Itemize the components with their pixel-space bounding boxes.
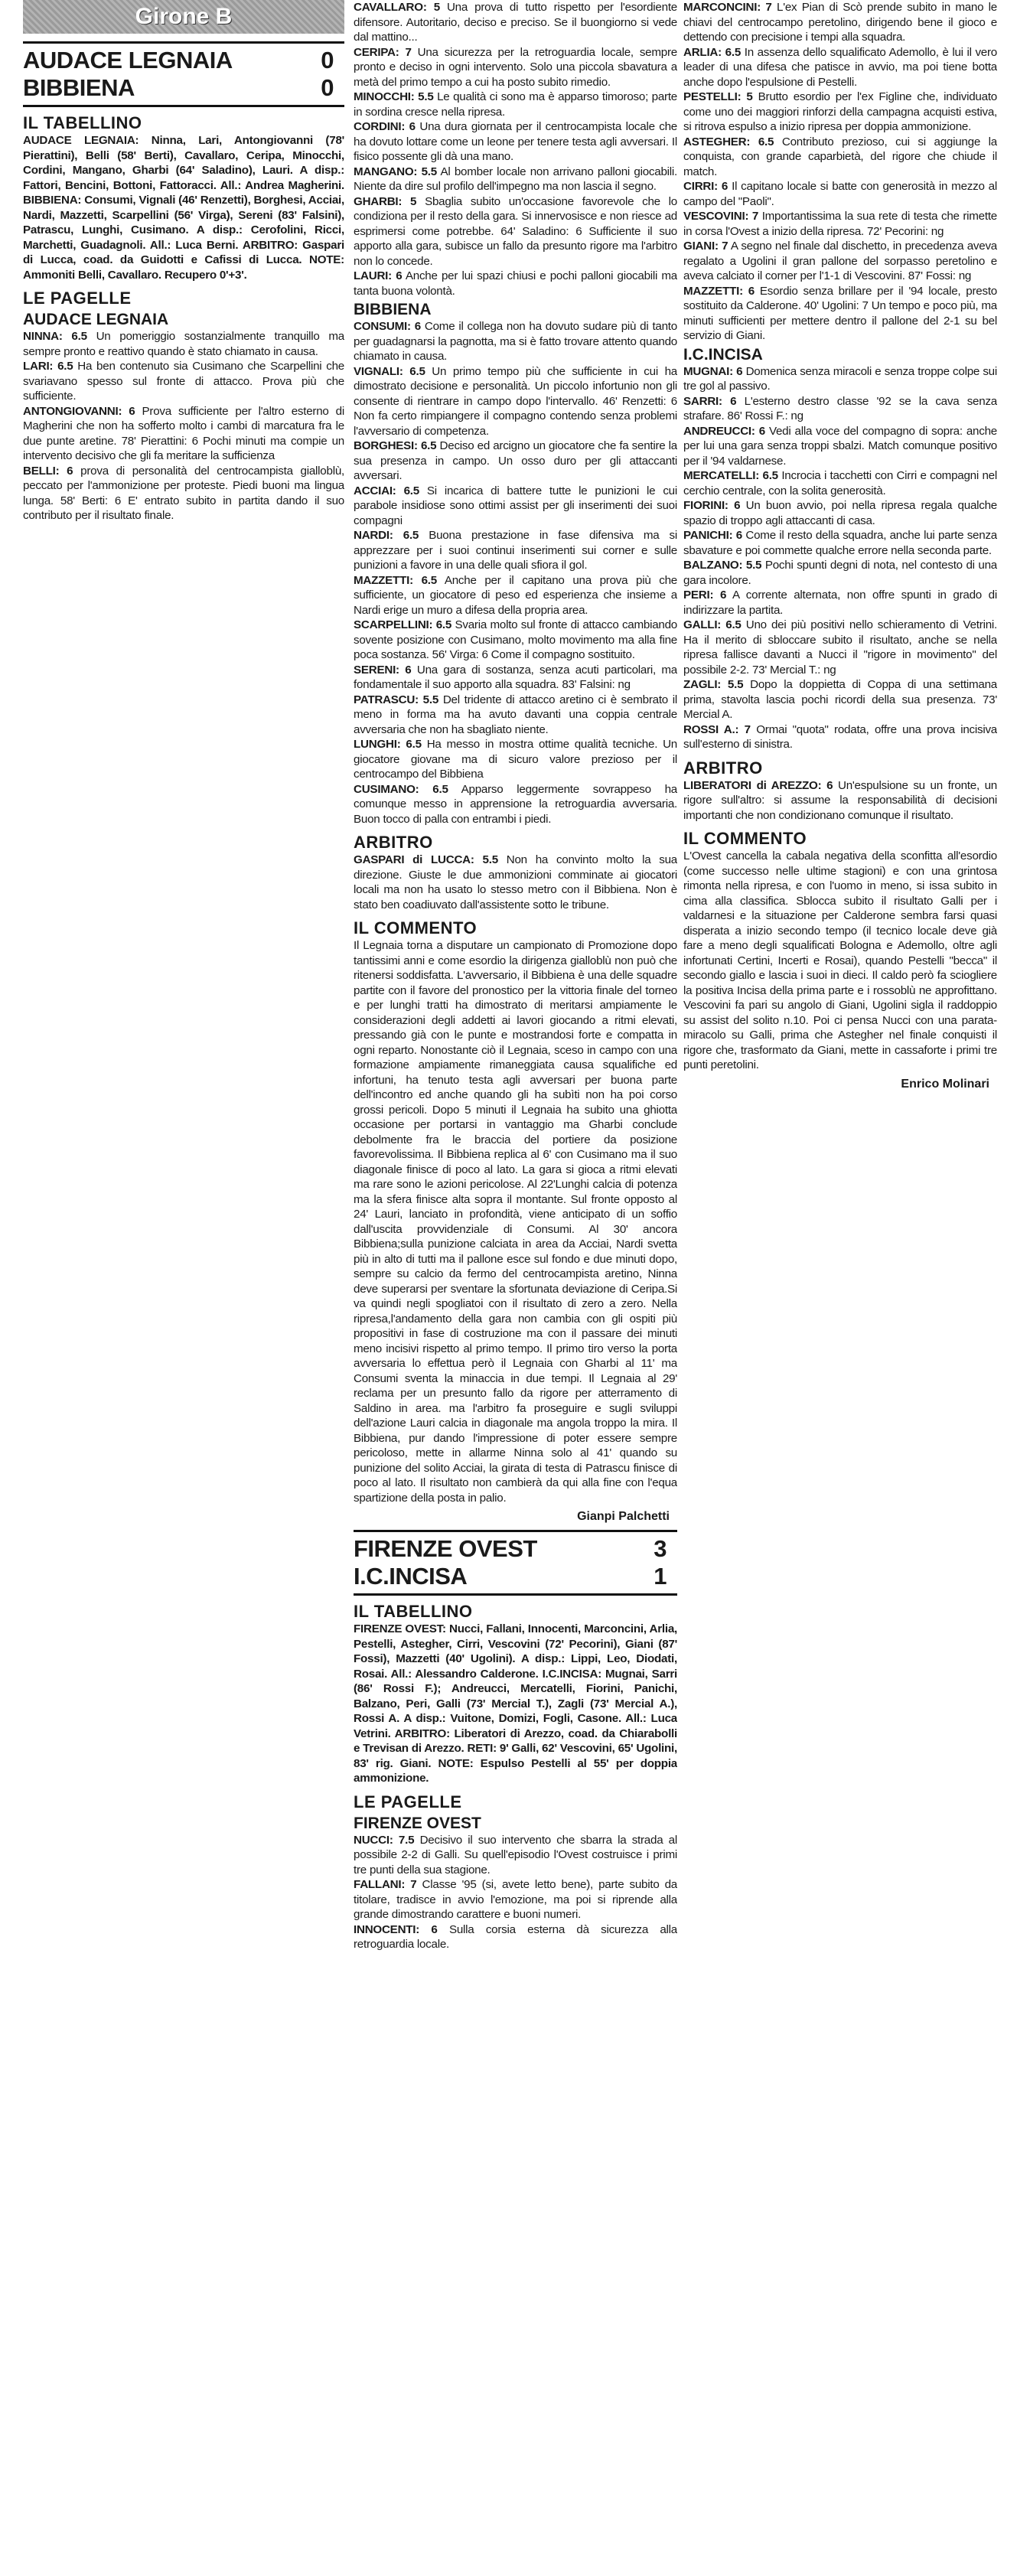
player-rating bbox=[354, 528, 677, 573]
match1-home-pagelle-col1 bbox=[23, 329, 344, 523]
referee-name: GASPARI di LUCCA: 5.5 bbox=[354, 853, 498, 866]
referee-comment: Non ha convinto molto la sua direzione. Giuste le due ammonizioni comminate ai giocatori locali ma non ha usato lo stesso metro con il Bibbiena. Non è stato ben coadiuvato dall'assistente sotto le tribune. bbox=[354, 853, 677, 911]
player-rating bbox=[683, 588, 997, 618]
player-rating bbox=[23, 359, 344, 404]
match2-pagelle-heading: LE PAGELLE bbox=[354, 1792, 462, 1811]
player-comment: Vedi alla voce del compagno di sopra: anche per lui una gara senza troppi sbalzi. Match comunque positivo per il '94 valdarnese. bbox=[683, 424, 997, 468]
player-comment: Ha ben contenuto sia Cusimano che Scarpellini che svariavano spesso sul fronte di attacco. Prova più che sufficiente. bbox=[23, 360, 344, 403]
player-rating bbox=[683, 45, 997, 90]
girone-title: Girone B bbox=[135, 4, 233, 29]
player-comment: Un primo tempo più che sufficiente in cui ha dimostrato decisione e personalità. Un piccolo infortunio non gli consente di rientrare in campo dopo l'intervallo. 46' Renzetti: 6 Non fa certo rimpiangere il compagno contendo senza problemi l'avversario di competenza. bbox=[354, 364, 677, 438]
player-rating bbox=[354, 269, 677, 298]
player-comment: Uno dei più positivi nello schieramento di Vetrini. Ha il merito di sbloccare subito il risultato, anche se nella ripresa fallisce davanti a Nucci il "rigore in movimento" del possibile 2-2. 73' Mercial T.: ng bbox=[683, 618, 997, 677]
player-name: ANTONGIOVANNI: 6 bbox=[23, 404, 135, 418]
player-rating bbox=[354, 364, 677, 439]
player-comment: Del tridente di attacco aretino ci è sembrato il meno in forma ma ha avuto davanti una coppia centrale avversaria che non ha sbagliato niente. bbox=[354, 693, 677, 736]
match2-home-pagelle-col2 bbox=[354, 1833, 677, 1952]
player-comment: A corrente alternata, non offre spunti in grado di indirizzare la partita. bbox=[683, 589, 997, 617]
match1-home-pagelle-team: AUDACE LEGNAIA bbox=[23, 311, 169, 328]
player-name: LAURI: 6 bbox=[354, 269, 403, 282]
match1-home-pagelle-col2 bbox=[354, 0, 677, 298]
player-name: MAZZETTI: 6.5 bbox=[354, 573, 437, 587]
player-name: SARRI: 6 bbox=[683, 394, 737, 408]
player-name: CONSUMI: 6 bbox=[354, 320, 421, 333]
player-name: CORDINI: 6 bbox=[354, 120, 416, 133]
player-name: MINOCCHI: 5.5 bbox=[354, 90, 434, 103]
player-rating bbox=[683, 394, 997, 424]
player-name: GIANI: 7 bbox=[683, 240, 729, 253]
player-comment: A segno nel finale dal dischetto, in precedenza aveva regalato a Ugolini il gran pallone del sorpasso peretolino e aveva calciato il corner per l'1-1 di Vescovini. 87' Fossi: ng bbox=[683, 240, 997, 282]
player-name: FALLANI: 7 bbox=[354, 1878, 417, 1891]
match2-arbitro-heading: ARBITRO bbox=[683, 758, 763, 778]
player-rating bbox=[354, 737, 677, 782]
referee-name: LIBERATORI di AREZZO: 6 bbox=[683, 778, 833, 792]
player-comment: Una gara di sostanza, senza acuti particolari, ma fondamentale il suo apporto alla squadra. 83' Falsini: ng bbox=[354, 663, 677, 691]
player-name: MERCATELLI: 6.5 bbox=[683, 469, 778, 482]
player-rating bbox=[683, 209, 997, 239]
player-rating bbox=[683, 179, 997, 209]
player-rating bbox=[354, 663, 677, 693]
player-name: MAZZETTI: 6 bbox=[683, 284, 755, 298]
player-name: CUSIMANO: 6.5 bbox=[354, 782, 448, 796]
player-rating bbox=[354, 1922, 677, 1952]
player-name: ARLIA: 6.5 bbox=[683, 45, 742, 59]
player-comment: Le qualità ci sono ma è apparso timoroso; parte in sordina cresce nella ripresa. bbox=[354, 90, 677, 119]
player-rating bbox=[23, 464, 344, 523]
match2-home-score: 3 bbox=[654, 1535, 667, 1562]
player-rating bbox=[683, 284, 997, 344]
column-1 bbox=[23, 0, 344, 635]
player-name: ZAGLI: 5.5 bbox=[683, 678, 744, 691]
match2-author: Enrico Molinari bbox=[901, 1077, 989, 1091]
match1-away-score: 0 bbox=[321, 74, 334, 101]
player-comment: L'ex Pian di Scò prende subito in mano le chiavi del centrocampo peretolino, dirigendo bene il gioco e dettendo con precisione i tempi alla squadra. bbox=[683, 1, 997, 44]
player-rating bbox=[354, 319, 677, 364]
player-rating bbox=[683, 135, 997, 180]
player-comment: Ormai "quota" rodata, offre una prova incisiva sull'esterno di sinistra. bbox=[683, 722, 997, 751]
player-name: PATRASCU: 5.5 bbox=[354, 693, 439, 706]
match2-away-pagelle bbox=[683, 364, 997, 752]
player-comment: Svaria molto sul fronte di attacco cambiando sovente posizione con Cusimano, molto movimento ma alla fine poca sostanza. 56' Virga: 6 Come il compagno sostituito. bbox=[354, 618, 677, 661]
player-comment: Si incarica di battere tutte le punizioni le cui parabole insidiose sono ottimi assist per gli inserimenti dei suoi compagni bbox=[354, 484, 677, 527]
match1-arbitro bbox=[354, 853, 677, 912]
player-comment: Un pomeriggio sostanzialmente tranquillo ma sempre pronto e reattivo quando è stato chiamato in causa. bbox=[23, 330, 344, 358]
player-name: FIORINI: 6 bbox=[683, 499, 741, 512]
match2-arbitro bbox=[683, 778, 997, 823]
player-name: NUCCI: 7.5 bbox=[354, 1833, 415, 1847]
player-name: MUGNAI: 6 bbox=[683, 364, 743, 378]
player-comment: Classe '95 (si, avete letto bene), parte subito da titolare, tradisce in avvio l'emozione, ma poi si riprende alla grande dimostrando carattere e buoni numeri. bbox=[354, 1878, 677, 1921]
match2-home-line bbox=[354, 1535, 677, 1563]
match1-home-line bbox=[23, 47, 344, 74]
match2-scoreboard bbox=[354, 1530, 677, 1596]
player-name: PESTELLI: 5 bbox=[683, 90, 753, 103]
match2-home-pagelle-team: FIRENZE OVEST bbox=[354, 1814, 481, 1832]
player-name: MANGANO: 5.5 bbox=[354, 165, 437, 178]
player-rating bbox=[354, 573, 677, 618]
player-rating bbox=[683, 90, 997, 135]
player-rating bbox=[23, 329, 344, 359]
player-name: PANICHI: 6 bbox=[683, 529, 742, 542]
player-name: VIGNALI: 6.5 bbox=[354, 364, 425, 378]
player-name: PERI: 6 bbox=[683, 589, 727, 602]
player-rating bbox=[354, 119, 677, 165]
player-rating bbox=[354, 782, 677, 827]
player-comment: Un buon avvio, poi nella ripresa regala qualche spazio di troppo agli attaccanti di casa. bbox=[683, 499, 997, 527]
match2-tabellino-heading: IL TABELLINO bbox=[354, 1602, 473, 1621]
player-comment: prova di personalità del centrocampista gialloblù, peccato per l'ammonizione per proteste. Piedi buoni ma lingua lunga. 58' Berti: 6 E' entrato subito in partita dando il suo contributo per il risultato finale. bbox=[23, 464, 344, 522]
player-name: CAVALLARO: 5 bbox=[354, 1, 440, 14]
player-rating bbox=[683, 364, 997, 394]
player-name: ANDREUCCI: 6 bbox=[683, 424, 765, 438]
player-comment: Brutto esordio per l'ex Figline che, individuato come uno dei maggiori rinforzi della campagna acquisti estiva, si ritrova espulso a inizio ripresa per doppia ammonizione. bbox=[683, 90, 997, 133]
match1-arbitro-heading: ARBITRO bbox=[354, 833, 433, 852]
referee-comment: Un'espulsione su un fronte, un rigore sull'altro: si assume la responsabilità di decisioni importanti che non condizionano comunque il risultato. bbox=[683, 778, 997, 822]
player-name: ROSSI A.: 7 bbox=[683, 722, 751, 736]
girone-banner bbox=[23, 0, 344, 34]
player-name: GALLI: 6.5 bbox=[683, 618, 742, 631]
match2-away-score: 1 bbox=[654, 1563, 667, 1590]
player-name: INNOCENTI: 6 bbox=[354, 1922, 438, 1936]
player-name: VESCOVINI: 7 bbox=[683, 210, 759, 223]
player-name: SCARPELLINI: 6.5 bbox=[354, 618, 452, 631]
player-rating bbox=[354, 165, 677, 194]
player-rating bbox=[354, 1877, 677, 1922]
match2-home-pagelle-col3 bbox=[683, 0, 997, 344]
player-name: ACCIAI: 6.5 bbox=[354, 484, 419, 497]
match2-away-team: I.C.INCISA bbox=[354, 1563, 468, 1590]
player-comment: Anche per lui spazi chiusi e pochi palloni giocabili ma tanta buona volontà. bbox=[354, 269, 677, 298]
player-comment: Come il resto della squadra, anche lui parte senza sbavature e poi commette qualche errore nella seconda parte. bbox=[683, 529, 997, 557]
match1-away-line bbox=[23, 74, 344, 102]
match1-commento-heading: IL COMMENTO bbox=[354, 918, 478, 937]
player-rating bbox=[354, 1833, 677, 1878]
player-name: LARI: 6.5 bbox=[23, 360, 73, 373]
match1-away-pagelle bbox=[354, 319, 677, 827]
player-comment: Pochi spunti degni di nota, nel contesto di una gara incolore. bbox=[683, 559, 997, 587]
match1-commento-text: Il Legnaia torna a disputare un campionato di Promozione dopo tantissimi anni e come esordio la dirigenza gialloblù non può che ritenersi soddisfatta. L'avversario, il Bibbiena è una delle squadre partite con il favore del pronostico per la vittoria finale del torneo e per lunghi tratti ha dimostrato di meritarsi ampiamente le considerazioni degli addetti ai lavori giocando a ritmi elevati, pressando già con le punte e mostrandosi forte e compatta in ogni reparto. Nonostante ciò il Legnaia, sceso in campo con una formazione ampiamente rimaneggiata causa squalifiche ed infortuni, ha tenuto testa agli avversari per buona parte dell'incontro ed anche quando gli ha subìti non ha poi corso grossi pericoli. Dopo 5 minuti il Legnaia ha subito una ghiotta occasione per portarsi in vantaggio ma Gharbi conclude debolmente fra le braccia del portiere da posizione favorevolissima. Il Bibbiena replica al 6' con Cusimano ma il suo diagonale finisce di poco al lato. La gara si gioca a ritmi elevati ma rare sono le azioni pericolose. Al 22'Lunghi calcia di potenza ma la sfera finisce alta sopra il montante. Sul fronte opposto al 24' Lauri, lanciato in profondità, viene anticipato di un soffio dall'uscita provvidenziale di Consumi. Al 30' ancora Bibbiena;sulla punizione calciata in area da Acciai, Nardi svetta più in alto di tutti ma il pallone esce sul fondo e due minuti dopo, sempre su calcio da fermo del centrocampista aretino, Ninna deve superarsi per sventare la sfortunata deviazione di Ceripa.Si va quindi negli spogliatoi con il risultato di zero a zero. Nella ripresa,l'andamento della gara non cambia con gli ospiti più propositivi in fase di costruzione ma con il passare dei minuti meno incisivi rispetto al primo tempo. Il primo tiro verso la porta avversaria lo effettua però il Legnaia con Gharbi al 11' ma Consumi sventa la minaccia in due tempi. Il Legnaia al 29' reclama per un presunto fallo da rigore per atterramento di Saldino in area. ma l'arbitro fa proseguire e sugli sviluppi dell'azione Lauri calcia in diagonale ma angola troppo la mira. Il Bibbiena, pur dando l'impressione di poter essere sempre pericoloso, mette in allarme Ninna solo al 41' quando su punizione del solito Acciai, la girata di testa di Patrascu finisce di poco al lato. Il risultato non cambierà da qui alla fine con l'equa spartizione della posta in palio. bbox=[354, 939, 677, 1505]
player-comment: Buona prestazione in fase difensiva ma si apprezzare per i suoi continui inserimenti sui corner e sulle punizioni a favore in una delle quali sfiora il gol. bbox=[354, 529, 677, 572]
player-comment: Come il collega non ha dovuto sudare più di tanto per guadagnarsi la pagnotta, ma si è fatto trovare attento quando chiamato in causa. bbox=[354, 320, 677, 363]
player-rating bbox=[354, 0, 677, 45]
player-comment: Incrocia i tacchetti con Cirri e compagni nel cerchio centrale, con la solita generosità. bbox=[683, 469, 997, 497]
player-rating bbox=[354, 618, 677, 663]
player-comment: Deciso ed arcigno un giocatore che fa sentire la sua presenza in campo. Un osso duro per gli attaccanti avversari. bbox=[354, 439, 677, 482]
column-3 bbox=[683, 0, 997, 1737]
match2-home-team: FIRENZE OVEST bbox=[354, 1535, 537, 1562]
player-rating bbox=[354, 194, 677, 269]
player-name: CERIPA: 7 bbox=[354, 45, 412, 59]
player-rating bbox=[683, 677, 997, 722]
player-comment: In assenza dello squalificato Ademollo, è lui il vero leader di una difesa che patisce in avvio, ma poi tiene botta anche dopo l'espulsione di Pestelli. bbox=[683, 45, 997, 89]
player-rating bbox=[683, 558, 997, 588]
player-comment: Dopo la doppietta di Coppa di una settimana prima, stavolta lascia pochi ricordi della sua presenza. 73' Mercial A. bbox=[683, 678, 997, 721]
player-comment: Ha messo in mostra ottime qualità tecniche. Un giocatore giovane ma di sicuro valore prezioso per il centrocampo del Bibbiena bbox=[354, 738, 677, 781]
match1-home-team: AUDACE LEGNAIA bbox=[23, 47, 233, 73]
column-2 bbox=[354, 0, 677, 2576]
player-comment: Anche per il capitano una prova più che sufficiente, un giocatore di peso ed esperienza che insieme a Nardi erige un muro a difesa della propria area. bbox=[354, 573, 677, 617]
player-rating bbox=[354, 90, 677, 119]
player-comment: Sbaglia subito un'occasione favorevole che lo condiziona per il resto della gara. Si innervosisce e non riesce ad esprimersi come potrebbe. 64' Saladino: 6 Sufficiente il suo apporto alla gara, subisce un fallo da presunto rigore ma l'arbitro non lo concede. bbox=[354, 194, 677, 268]
player-comment: Contributo prezioso, cui si aggiunge la conquista, con grande caparbietà, del rigore che chiude il match. bbox=[683, 135, 997, 178]
player-name: ASTEGHER: 6.5 bbox=[683, 135, 774, 148]
player-rating bbox=[683, 528, 997, 558]
player-rating bbox=[354, 439, 677, 484]
player-comment: Prova sufficiente per l'altro esterno di Magherini che non ha sofferto molto i cambi di marcatura fra le due punte aretine. 78' Pierattini: 6 Pochi minuti ma compie un intervento decisivo che gli fa meritare la sufficienza bbox=[23, 404, 344, 462]
player-comment: Decisivo il suo intervento che sbarra la strada al possibile 2-2 di Galli. Su quell'episodio l'Ovest costruisce i primi tre punti della sua stagione. bbox=[354, 1833, 677, 1877]
player-name: NARDI: 6.5 bbox=[354, 529, 419, 542]
match1-scoreboard bbox=[23, 41, 344, 107]
player-name: BALZANO: 5.5 bbox=[683, 559, 762, 572]
match2-tabellino-text: FIRENZE OVEST: Nucci, Fallani, Innocenti, Marconcini, Arlia, Pestelli, Astegher, Cirri, Vescovini (72' Pecorini), Giani (87' Fossi), Mazzetti (40' Ugolini). A disp.: Lippi, Leo, Diodati, Rosai. All.: Alessandro Calderone. I.C.INCISA: Mugnai, Sarri (86' Rossi F.); Andreucci, Mercatelli, Fiorini, Panichi, Balzano, Peri, Galli (73' Mercial T.), Zagli (73' Mercial A.), Rossi A. A disp.: Vuitone, Domizi, Fogli, Casone. All.: Luca Vetrini. ARBITRO: Liberatori di Arezzo, coad. da Chiarabolli e Trevisan di Arezzo. RETI: 9' Galli, 62' Vescovini, 65' Ugolini, 83' rig. Giani. NOTE: Espulso Pestelli al 55' per doppia ammonizione. bbox=[354, 1622, 677, 1785]
match2-away-line bbox=[354, 1563, 677, 1590]
player-name: BELLI: 6 bbox=[23, 464, 73, 478]
match1-author: Gianpi Palchetti bbox=[577, 1510, 670, 1523]
match2-away-pagelle-team: I.C.INCISA bbox=[683, 345, 763, 364]
player-comment: Importantissima la sua rete di testa che rimette in corsa l'Ovest a inizio della ripresa. 72' Pecorini: ng bbox=[683, 210, 997, 238]
player-rating bbox=[683, 468, 997, 498]
player-rating bbox=[683, 498, 997, 528]
player-rating bbox=[683, 618, 997, 677]
player-name: BORGHESI: 6.5 bbox=[354, 439, 437, 452]
match2-commento-text: L'Ovest cancella la cabala negativa della sconfitta all'esordio (come successo nelle ultime stagioni) e con una grintosa rimonta nella ripresa, e con l'uomo in meno, si issa subito in cima alla classifica. Sblocca subito il risultato Galli per i valdarnesi e la situazione per Calderone sembra farsi quasi disperata a inizio secondo tempo (il tecnico locale deve già fare a meno degli squalificati Bologna e Ademollo, oltre agli infortunati Certini, Incerti e Rosai), quando Pestelli "becca" il secondo giallo e lascia i suoi in dieci. Il caldo però fa sciogliere la positiva Incisa della prima parte e i rossoblù ne approfittano. Vescovini fa pari su angolo di Giani, Ugolini sigla il raddoppio su assist del solito n.10. Poi ci pensa Nucci con una parata-miracolo su Galli, prima che Astegher nel finale conquisti il rigore che, trasformato da Giani, mette in cassaforte i primi tre punti peretolini. bbox=[683, 849, 997, 1071]
player-rating bbox=[683, 424, 997, 469]
player-comment: Il capitano locale si batte con generosità in mezzo al campo del "Paoli". bbox=[683, 180, 997, 208]
player-name: CIRRI: 6 bbox=[683, 180, 729, 193]
player-rating bbox=[683, 722, 997, 752]
player-comment: Sulla corsia esterna dà sicurezza alla retroguardia locale. bbox=[354, 1922, 677, 1951]
player-comment: Domenica senza miracoli e senza troppe colpe sui tre gol al passivo. bbox=[683, 364, 997, 393]
player-comment: Una dura giornata per il centrocampista locale che ha dovuto lottare come un leone per tenere testa agli avversari. Il fisico possente gli dà una mano. bbox=[354, 120, 677, 163]
match1-home-score: 0 bbox=[321, 47, 334, 73]
player-rating bbox=[683, 239, 997, 284]
player-rating bbox=[354, 45, 677, 90]
player-comment: Una sicurezza per la retroguardia locale, sempre pronto e deciso in ogni intervento. Solo una piccola sbavatura a metà del primo tempo a cui ha posto subito rimedio. bbox=[354, 45, 677, 89]
player-comment: Apparso leggermente sovrappeso ha comunque messo in apprensione la retroguardia avversaria. Buon tocco di palla con entrambi i piedi. bbox=[354, 782, 677, 826]
player-rating bbox=[354, 484, 677, 529]
match1-tabellino-text: AUDACE LEGNAIA: Ninna, Lari, Antongiovanni (78' Pierattini), Belli (58' Berti), Cavallaro, Ceripa, Minocchi, Cordini, Mangano, Gharbi (64' Saladino), Lauri. A disp.: Fattori, Bencini, Bottoni, Fattoracci. All.: Andrea Magherini. BIBBIENA: Consumi, Vignali (46' Renzetti), Borghesi, Acciai, Nardi, Mazzetti, Scarpellini (56' Virga), Sereni (83' Falsini), Patrascu, Lunghi, Cusimano. A disp.: Cerofolini, Ricci, Marchetti, Guadagnoli. All.: Luca Berni. ARBITRO: Gaspari di Lucca, coad. da Guidotti e Cafissi di Lucca. NOTE: Ammoniti Belli, Cavallaro. Recupero 0'+3'. bbox=[23, 134, 344, 282]
match1-away-team: BIBBIENA bbox=[23, 74, 135, 101]
match1-tabellino-heading: IL TABELLINO bbox=[23, 113, 142, 132]
player-comment: Una prova di tutto rispetto per l'esordiente difensore. Autoritario, deciso e preciso. Se il buongiorno si vede dal mattino... bbox=[354, 1, 677, 44]
player-name: SERENI: 6 bbox=[354, 663, 412, 677]
player-name: GHARBI: 5 bbox=[354, 194, 417, 208]
player-name: NINNA: 6.5 bbox=[23, 330, 87, 343]
player-rating bbox=[354, 693, 677, 738]
player-rating bbox=[23, 404, 344, 464]
player-name: LUNGHI: 6.5 bbox=[354, 738, 422, 751]
match1-pagelle-heading: LE PAGELLE bbox=[23, 289, 132, 308]
match2-commento-heading: IL COMMENTO bbox=[683, 829, 807, 848]
player-rating bbox=[683, 0, 997, 45]
player-name: MARCONCINI: 7 bbox=[683, 1, 772, 14]
player-comment: Esordio senza brillare per il '94 locale, presto sostituito da Calderone. 40' Ugolini: 7 Un tempo e poco più, ma minuti sufficienti per mettere dentro il pallone del 2-1 su bel servizio di Giani. bbox=[683, 284, 997, 342]
player-comment: L'esterno destro classe '92 se la cava senza strafare. 86' Rossi F.: ng bbox=[683, 394, 997, 422]
match1-away-pagelle-team: BIBBIENA bbox=[354, 301, 432, 318]
player-comment: Al bomber locale non arrivano palloni giocabili. Niente da dire sul profilo dell'impegno ma non lascia il segno. bbox=[354, 165, 677, 193]
